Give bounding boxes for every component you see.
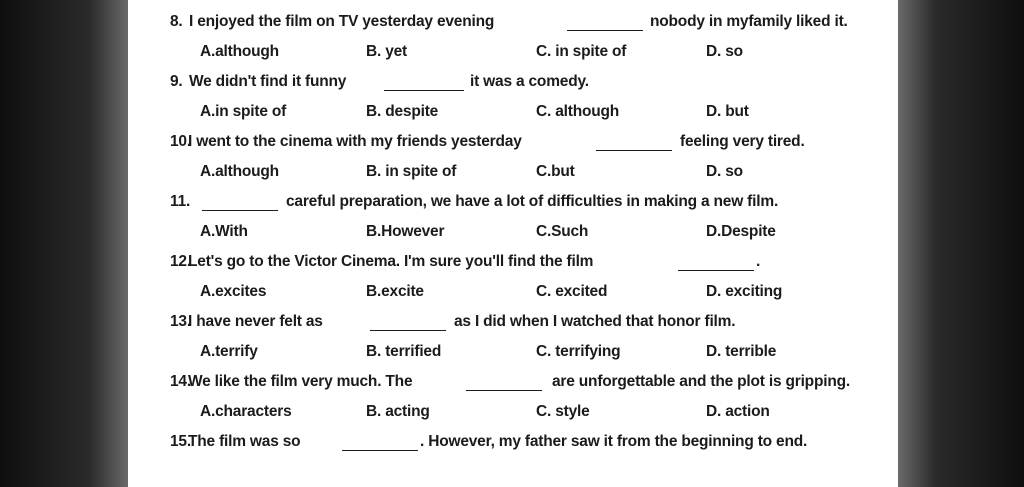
question-number: 10. [170,133,191,150]
question-11 [128,190,898,218]
option-b[interactable]: B. acting [366,403,430,420]
option-a[interactable]: A.terrify [200,343,258,360]
question-text-before: Let's go to the Victor Cinema. I'm sure you'll find the film [188,253,594,270]
question-14 [128,370,898,398]
options-10 [128,160,898,188]
worksheet [128,0,898,487]
answer-blank[interactable] [596,136,672,151]
options-11 [128,220,898,248]
question-text-before: I have never felt as [188,313,323,330]
question-number: 14. [170,373,191,390]
option-a[interactable]: A.characters [200,403,292,420]
question-text-after: . [756,253,761,270]
question-text-before: The film was so [188,433,301,450]
question-13 [128,310,898,338]
option-a[interactable]: A.in spite of [200,103,287,120]
question-9 [128,70,898,98]
option-d[interactable]: D. so [706,163,743,180]
option-d[interactable]: D. so [706,43,743,60]
options-14 [128,400,898,428]
question-number: 11. [170,193,191,210]
option-b[interactable]: B. despite [366,103,439,120]
answer-blank[interactable] [567,16,643,31]
answer-blank[interactable] [678,256,754,271]
question-text-after: careful preparation, we have a lot of difficulties in making a new film. [286,193,779,210]
question-text-after: as I did when I watched that honor film. [454,313,736,330]
answer-blank[interactable] [384,76,464,91]
question-12 [128,250,898,278]
option-b[interactable]: B. yet [366,43,408,60]
question-10 [128,130,898,158]
answer-blank[interactable] [370,316,446,331]
question-number: 12. [170,253,191,270]
option-d[interactable]: D. exciting [706,283,783,300]
option-b[interactable]: B.However [366,223,445,240]
option-d[interactable]: D. but [706,103,749,120]
question-text-after: it was a comedy. [470,73,589,90]
question-number: 9. [170,73,183,90]
question-text-after: feeling very tired. [680,133,805,150]
answer-blank[interactable] [202,196,278,211]
question-text-after: are unforgettable and the plot is gripping. [552,373,850,390]
answer-blank[interactable] [466,376,542,391]
option-c[interactable]: C. in spite of [536,43,627,60]
options-13 [128,340,898,368]
option-a[interactable]: A.although [200,163,279,180]
option-c[interactable]: C. style [536,403,590,420]
option-a[interactable]: A.excites [200,283,267,300]
options-8 [128,40,898,68]
question-text-before: I enjoyed the film on TV yesterday evening [189,13,495,30]
question-text-after: . However, my father saw it from the beginning to end. [420,433,808,450]
options-12 [128,280,898,308]
option-c[interactable]: C. excited [536,283,608,300]
option-b[interactable]: B. terrified [366,343,442,360]
options-9 [128,100,898,128]
option-b[interactable]: B.excite [366,283,424,300]
option-a[interactable]: A.although [200,43,279,60]
option-c[interactable]: C. although [536,103,620,120]
option-d[interactable]: D. action [706,403,770,420]
answer-blank[interactable] [342,436,418,451]
question-15 [128,430,898,458]
option-a[interactable]: A.With [200,223,248,240]
option-d[interactable]: D.Despite [706,223,776,240]
question-text-before: We didn't find it funny [189,73,347,90]
question-text-after: nobody in myfamily liked it. [650,13,848,30]
option-d[interactable]: D. terrible [706,343,777,360]
option-c[interactable]: C. terrifying [536,343,621,360]
question-text-before: I went to the cinema with my friends yesterday [188,133,522,150]
photo-edge-right [898,0,1024,487]
option-c[interactable]: C.but [536,163,575,180]
question-number: 13. [170,313,191,330]
photo-edge-left [0,0,128,487]
question-number: 8. [170,13,183,30]
option-c[interactable]: C.Such [536,223,589,240]
option-b[interactable]: B. in spite of [366,163,457,180]
question-8 [128,10,898,38]
question-text-before: We like the film very much. The [188,373,413,390]
question-number: 15. [170,433,191,450]
